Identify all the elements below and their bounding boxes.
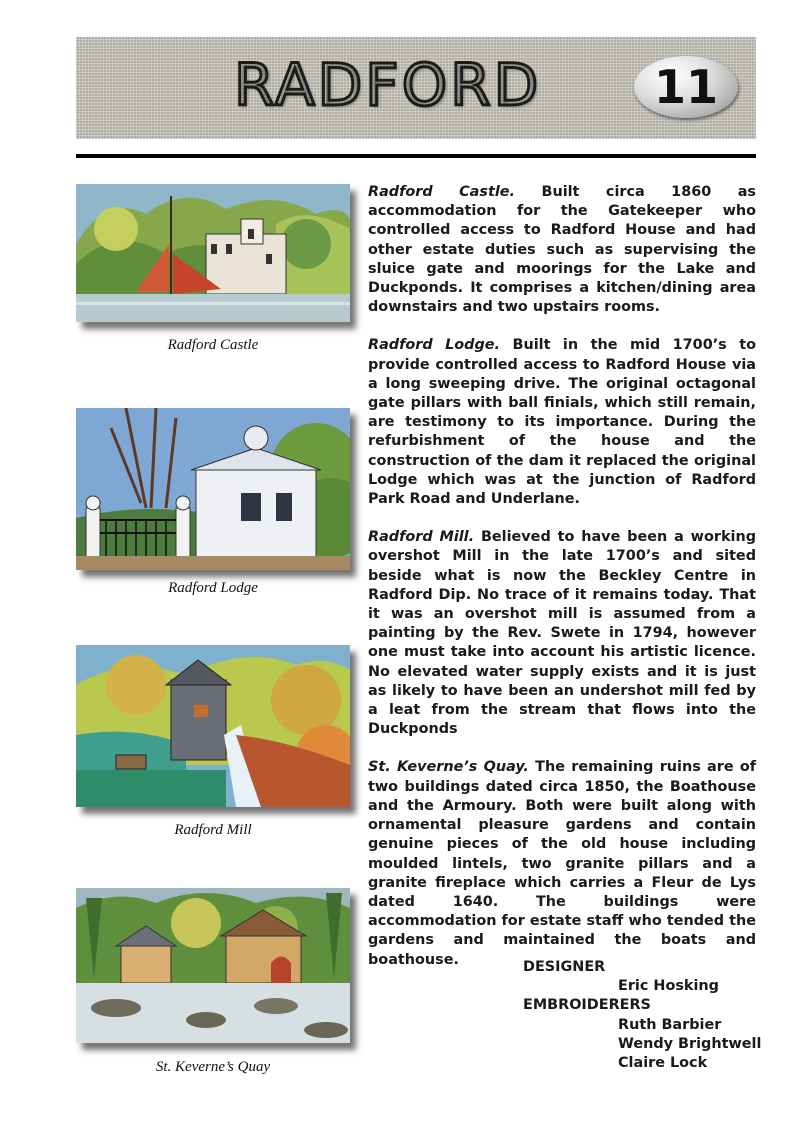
header-banner (76, 37, 756, 139)
lodge-caption: Radford Lodge (168, 580, 258, 596)
quay-embroidery-image (76, 888, 350, 1043)
header-rule (76, 154, 756, 158)
page-number-badge (634, 56, 738, 118)
embroiderer-name: Wendy Brightwell (618, 1035, 762, 1052)
mill-embroidery-image (76, 645, 350, 807)
lodge-embroidery-image (76, 408, 350, 570)
section-body: Built circa 1860 as accommodation for the Gatekeeper who controlled access to Radford House and had other estate duties such as supervising the sluice gate and moorings for the Lake and Duckponds. It comprises a kitchen/dining area downstairs and two upstairs rooms. (368, 184, 756, 316)
mill-caption: Radford Mill (174, 822, 252, 838)
credits (523, 958, 761, 1073)
section-title: Radford Lodge. (368, 337, 501, 354)
section-title: Radford Mill. (368, 529, 475, 546)
castle-embroidery-image (76, 184, 350, 322)
section-body: Built in the mid 1700’s to provide controlled access to Radford House via a long sweeping drive. The original octagonal gate pillars with ball finials, which still remain, are testimony to its importance. During the refurbishment of the house and the construction of the dam it replaced the original Lodge which was at the junction of Radford Park Road and Underlane. (368, 337, 756, 508)
section-lodge (368, 336, 756, 509)
embroiderers-label: EMBROIDERERS (523, 997, 651, 1014)
section-body: Believed to have been a working overshot Mill in the late 1700’s and sited beside what is now the Beckley Centre in Radford Dip. No trace of it remains today. That it was an overshot mill is assumed from a painting by the Rev. Swete in 1794, however one must take into account his artistic licence. No elevated water supply exists and it is just as likely to have been an undershot mill fed by a leat from the stream that flows into the Duckponds (368, 529, 757, 738)
designer-label: DESIGNER (523, 959, 606, 975)
embroiderer-name: Ruth Barbier (618, 1016, 722, 1033)
quay-embroidery-icon (76, 888, 350, 1043)
section-mill (368, 528, 756, 739)
section-quay (368, 758, 756, 969)
lodge-embroidery-icon (76, 408, 350, 570)
designer-name: Eric Hosking (618, 978, 719, 995)
embroiderer-name: Claire Lock (618, 1055, 708, 1072)
castle-caption: Radford Castle (167, 337, 259, 353)
article-text (368, 183, 756, 989)
section-castle (368, 183, 756, 317)
mill-embroidery-icon (76, 645, 350, 807)
section-title: Radford Castle. (368, 184, 515, 200)
castle-embroidery-icon (76, 184, 350, 322)
section-title: St. Keverne’s Quay. (368, 759, 529, 776)
page-title: RADFORD (234, 51, 542, 119)
page-number: 11 (653, 60, 718, 114)
quay-caption: St. Keverne’s Quay (155, 1059, 271, 1075)
section-body: The remaining ruins are of two buildings dated circa 1850, the Boathouse and the Armoury. Both were built along with ornamental pleasure gardens and contain genuine pieces of the old house including moulded lintels, two granite pillars and a granite fireplace which carries a Fleur de Lys dated 1640. The buildings were accommodation for estate staff who tended the gardens and maintained the boats and boathouse. (368, 759, 756, 968)
